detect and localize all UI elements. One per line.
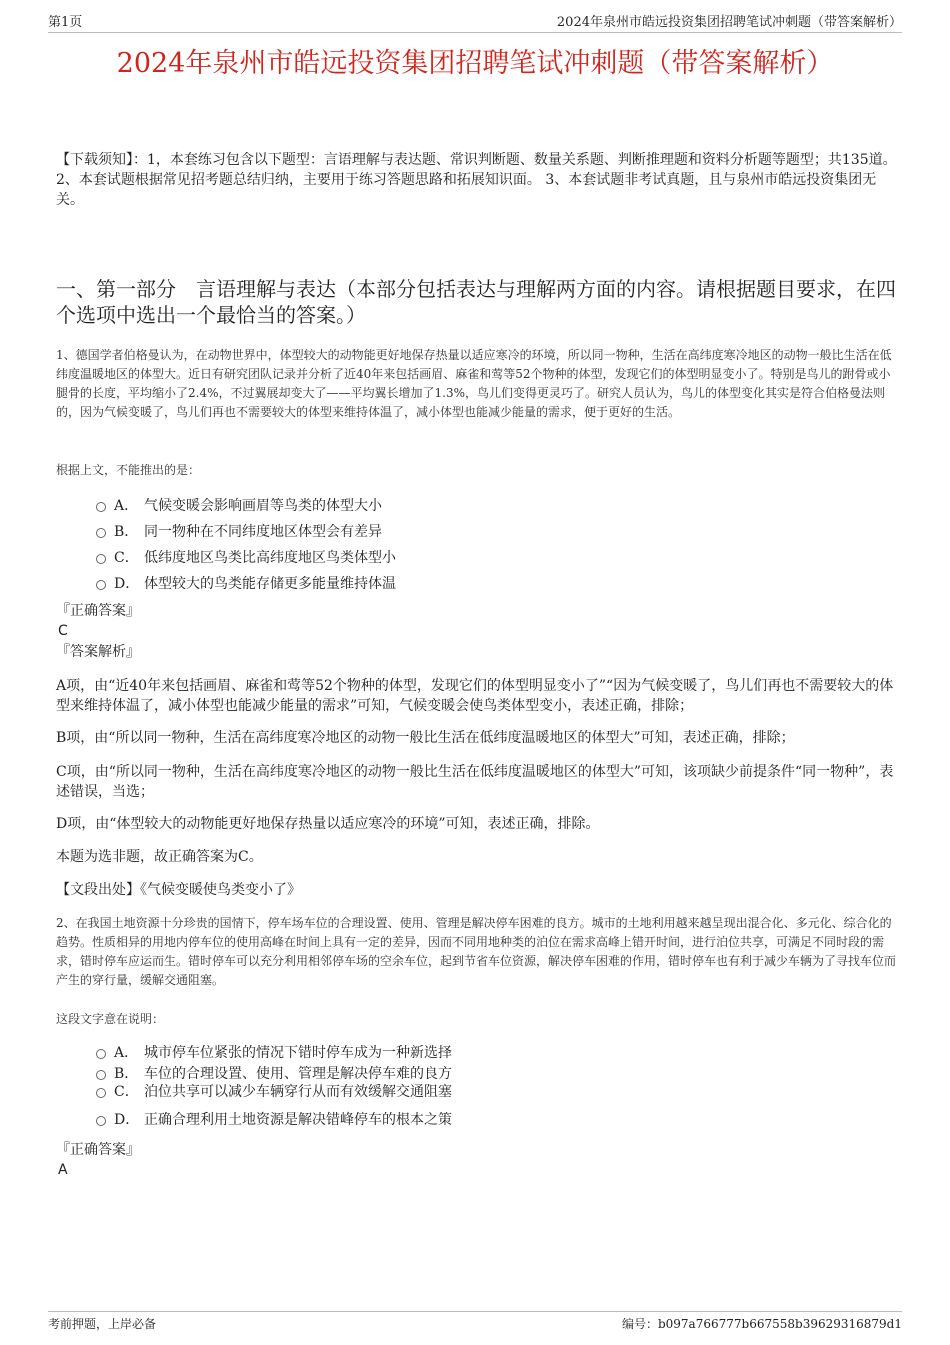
radio-icon[interactable] [96, 1049, 106, 1059]
analysis-item-d: D项，由“体型较大的动物能更好地保存热量以适应寒冷的环境”可知，表述正确，排除。 [56, 816, 600, 832]
question-2-option-b[interactable]: B． 车位的合理设置、使用、管理是解决停车难的良方 [96, 1065, 452, 1083]
download-notice: 【下载须知】：1，本套练习包含以下题型：言语理解与表达题、常识判断题、数量关系题、判断推理题和资料分析题等题型；共135道。 2、本套试题根据常见招考题总结归纳，主要用于练习答题思路和拓展知识面。 3、本套试题非考试真题，且与泉州市皓远投资集团无关。 [56, 152, 897, 208]
question-2-options [96, 1041, 452, 1133]
question-1-answer-label: 『正确答案』 [56, 603, 140, 619]
radio-icon[interactable] [96, 502, 106, 512]
analysis-item-c: C项，由“所以同一物种，生活在高纬度寒冷地区的动物一般比生活在低纬度温暖地区的体型大”可知，该项缺少前提条件“同一物种”，表述错误，当选； [56, 764, 894, 800]
question-1-option-d[interactable]: D． 体型较大的鸟类能存储更多能量维持体温 [96, 571, 396, 597]
question-1-prompt: 根据上文，不能推出的是： [56, 463, 201, 477]
radio-icon[interactable] [96, 1116, 106, 1126]
question-1-analysis-label: 『答案解析』 [56, 644, 140, 660]
question-1-answer: C [58, 623, 68, 639]
question-2-answer-label: 『正确答案』 [56, 1142, 140, 1158]
analysis-item-a: A项，由“近40年来包括画眉、麻雀和莺等52个物种的体型，发现它们的体型明显变小了”“因为气候变暖了，鸟儿们再也不需要较大的体型来维持体温了，减小体型也能减少能量的需求”可知，气候变暖会使鸟类体型变小，表述正确，排除； [56, 678, 894, 714]
radio-icon[interactable] [96, 528, 106, 538]
question-2-prompt: 这段文字意在说明： [56, 1012, 165, 1026]
page-title: 2024年泉州市皓远投资集团招聘笔试冲刺题（带答案解析） [116, 48, 834, 79]
section-heading: 一、第一部分 言语理解与表达（本部分包括表达与理解两方面的内容。请根据题目要求，在四个选项中选出一个最恰当的答案。） [56, 277, 896, 327]
footer-serial: 编号：b097a766777b667558b39629316879d1 [621, 1317, 902, 1331]
radio-icon[interactable] [96, 1070, 106, 1080]
analysis-source: 【文段出处】《气候变暖使鸟类变小了》 [56, 882, 301, 898]
analysis-conclusion: 本题为选非题，故正确答案为C。 [56, 849, 263, 865]
question-2-option-c[interactable]: C． 泊位共享可以减少车辆穿行从而有效缓解交通阻塞 [96, 1083, 452, 1107]
question-2-text: 2、在我国土地资源十分珍贵的国情下，停车场车位的合理设置、使用、管理是解决停车困难的良方。城市的土地利用越来越呈现出混合化、多元化、综合化的趋势。性质相异的用地内停车位的使用高峰在时间上具有一定的差异，因而不同用地种类的泊位在需求高峰上错开时间，进行泊位共享，可满足不同时段的需求，错时停车应运而生。错时停车可以充分利用相邻停车场的空余车位，起到节省车位资源，解决停车困难的作用，错时停车也有利于减少车辆为了寻找车位而产生的穿行量，缓解交通阻塞。 [56, 916, 897, 987]
page-footer [48, 1311, 902, 1334]
page-header [48, 14, 902, 33]
footer-slogan: 考前押题，上岸必备 [48, 1317, 157, 1331]
question-2-answer: A [58, 1162, 68, 1178]
question-1-option-c[interactable]: C． 低纬度地区鸟类比高纬度地区鸟类体型小 [96, 545, 396, 571]
question-2-option-a[interactable]: A． 城市停车位紧张的情况下错时停车成为一种新选择 [96, 1041, 452, 1065]
header-doc-title: 2024年泉州市皓远投资集团招聘笔试冲刺题（带答案解析） [556, 15, 902, 30]
question-1-option-b[interactable]: B． 同一物种在不同纬度地区体型会有差异 [96, 519, 396, 545]
question-1-option-a[interactable]: A． 气候变暖会影响画眉等鸟类的体型大小 [96, 493, 396, 519]
radio-icon[interactable] [96, 554, 106, 564]
radio-icon[interactable] [96, 1088, 106, 1098]
question-1-text: 1、德国学者伯格曼认为，在动物世界中，体型较大的动物能更好地保存热量以适应寒冷的环境，所以同一物种，生活在高纬度寒冷地区的动物一般比生活在低纬度温暖地区的体型大。近日有研究团队记录并分析了近40年来包括画眉、麻雀和莺等52个物种的体型，发现它们的体型明显变小了。特别是鸟儿的跗骨或小腿骨的长度，平均缩小了2.4%，不过翼展却变大了——平均翼长增加了1.3%，鸟儿们变得更灵巧了。研究人员认为，鸟儿的体型变化其实是符合伯格曼法则的，因为气候变暖了，鸟儿们再也不需要较大的体型来维持体温了，减小体型也能减少能量的需求，便于更好的生活。 [56, 348, 892, 419]
page-number: 第1页 [48, 15, 83, 30]
analysis-item-b: B项，由“所以同一物种，生活在高纬度寒冷地区的动物一般比生活在低纬度温暖地区的体型大”可知，表述正确，排除； [56, 730, 795, 746]
radio-icon[interactable] [96, 580, 106, 590]
question-1-options [96, 493, 396, 597]
question-2-option-d[interactable]: D． 正确合理利用土地资源是解决错峰停车的根本之策 [96, 1107, 452, 1133]
